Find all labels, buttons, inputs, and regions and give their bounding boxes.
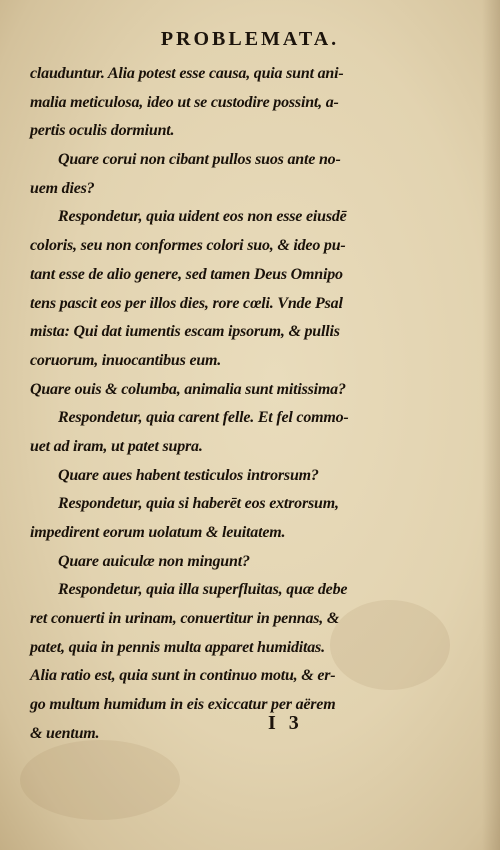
- text-line: Quare corui non cibant pullos suos ante no-: [58, 151, 341, 169]
- text-line: Alia ratio est, quia sunt in continuo motu, & er-: [30, 667, 336, 685]
- text-line: Respondetur, quia carent felle. Et fel commo-: [58, 409, 349, 427]
- text-line: Quare aues habent testiculos introrsum?: [58, 466, 319, 484]
- text-line: impedirent eorum uolatum & leuitatem.: [30, 524, 286, 541]
- body-text: [30, 60, 470, 749]
- text-line: patet, quia in pennis multa apparet humiditas.: [30, 638, 325, 656]
- paper-stain: [20, 740, 180, 820]
- running-title: PROBLEMATA.: [160, 28, 340, 50]
- signature-mark: I 3: [268, 712, 303, 734]
- text-line: coruorum, inuocantibus eum.: [30, 351, 222, 369]
- text-line: coloris, seu non conformes colori suo, & ideo pu-: [30, 237, 346, 255]
- text-line: clauduntur. Alia potest esse causa, quia sunt ani-: [30, 65, 344, 82]
- text-line: pertis oculis dormiunt.: [30, 122, 175, 140]
- text-line: & uentum.: [30, 724, 100, 742]
- text-line: ret conuerti in urinam, conuertitur in pennas, &: [30, 610, 340, 628]
- text-line: mista: Qui dat iumentis escam ipsorum, & pullis: [30, 323, 340, 341]
- text-line: uem dies?: [30, 179, 95, 197]
- text-line: malia meticulosa, ideo ut se custodire possint, a-: [30, 93, 339, 111]
- text-line: Respondetur, quia si haberēt eos extrorsum,: [58, 495, 339, 513]
- text-line: go multum humidum in eis exiccatur per aërem: [30, 696, 336, 714]
- page-edge-shadow: [482, 0, 500, 850]
- text-line: Quare auiculæ non mingunt?: [58, 552, 250, 570]
- text-line: tant esse de alio genere, sed tamen Deus Omnipo: [30, 265, 343, 283]
- text-line: Quare ouis & columba, animalia sunt mitissima?: [30, 380, 346, 398]
- text-line: uet ad iram, ut patet supra.: [30, 437, 203, 455]
- text-line: Respondetur, quia illa superfluitas, quæ debe: [58, 581, 348, 599]
- text-line: tens pascit eos per illos dies, rore cœli. Vnde Psal: [30, 294, 343, 312]
- text-line: Respondetur, quia uident eos non esse eiusdē: [58, 208, 347, 226]
